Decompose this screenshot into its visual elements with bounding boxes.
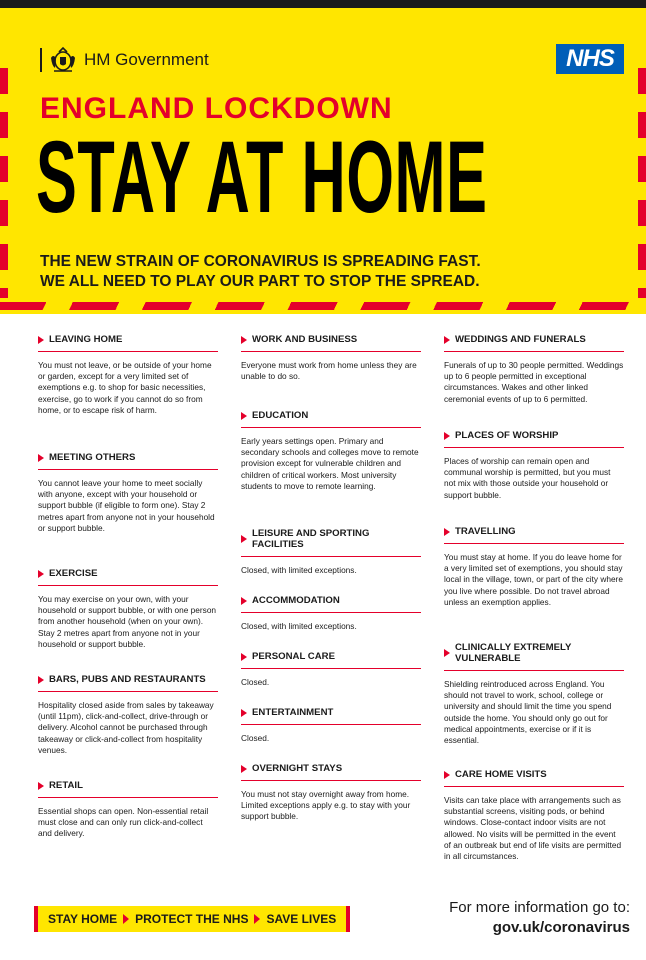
- section-title: OVERNIGHT STAYS: [252, 763, 343, 774]
- more-info-text: For more information go to:: [449, 899, 630, 916]
- section-title: PERSONAL CARE: [252, 651, 335, 662]
- section-body: You cannot leave your home to meet socially with anyone, except with your household or support bubble (if eligible to form one). Stay 2 metres apart from anyone not in your household or support bubble.: [38, 478, 215, 533]
- arrow-icon: [241, 412, 247, 420]
- section-title: BARS, PUBS AND RESTAURANTS: [49, 674, 206, 685]
- slogan-save-lives: SAVE LIVES: [266, 912, 337, 926]
- section-title: EDUCATION: [252, 410, 309, 421]
- arrow-icon: [444, 528, 450, 536]
- slogan-stay-home: STAY HOME: [48, 912, 118, 926]
- section-title: WEDDINGS AND FUNERALS: [455, 334, 586, 345]
- hazard-stripe-bottom: [0, 302, 646, 310]
- section-body: Funerals of up to 30 people permitted. Weddings up to 6 people permitted in exceptional circumstances. Wakes and other linked ceremonial events of up to 6 permitted.: [444, 360, 624, 404]
- section-meeting-others: [38, 452, 218, 556]
- section-bars-pubs: [38, 674, 218, 768]
- section-body: Closed.: [241, 733, 270, 743]
- arrow-icon: [241, 597, 247, 605]
- section-title: LEAVING HOME: [49, 334, 123, 345]
- column-3: [444, 334, 624, 874]
- section-title: EXERCISE: [49, 568, 98, 579]
- section-body: Essential shops can open. Non-essential retail must close and can only run click-and-collect and delivery.: [38, 806, 209, 839]
- section-title: CLINICALLY EXTREMELY VULNERABLE: [455, 642, 572, 664]
- section-work-business: [241, 334, 421, 398]
- arrow-icon: [241, 535, 247, 543]
- more-info: [449, 898, 630, 938]
- royal-crest-icon: [48, 46, 78, 74]
- section-body: Closed.: [241, 677, 270, 687]
- strapline-line-1: THE NEW STRAIN OF CORONAVIRUS IS SPREADING FAST.: [40, 253, 481, 270]
- hazard-stripe-left: [0, 68, 8, 298]
- section-personal-care: [241, 651, 421, 695]
- strapline: [40, 252, 481, 292]
- section-clinically-vulnerable: [444, 642, 624, 757]
- arrow-icon: [38, 336, 44, 344]
- arrow-icon: [241, 765, 247, 773]
- hazard-stripe-right: [638, 68, 646, 298]
- section-body: Closed, with limited exceptions.: [241, 565, 357, 575]
- section-body: Hospitality closed aside from sales by takeaway (until 11pm), click-and-collect, drive-through or delivery. Alcohol cannot be purchased through takeaway or click-and-collect from hospitality venues.: [38, 700, 214, 755]
- arrow-icon: [241, 336, 247, 344]
- section-body: Closed, with limited exceptions.: [241, 621, 357, 631]
- section-leisure: [241, 528, 421, 583]
- arrow-icon: [241, 653, 247, 661]
- header-banner: [0, 8, 646, 314]
- arrow-icon: [241, 709, 247, 717]
- arrow-icon: [444, 432, 450, 440]
- logo-divider: [40, 48, 42, 72]
- section-body: Places of worship can remain open and communal worship is permitted, but you must not mix with those outside your household or support bubble.: [444, 456, 611, 500]
- section-title: ENTERTAINMENT: [252, 707, 334, 718]
- section-title: ACCOMMODATION: [252, 595, 340, 606]
- hm-government-logo: [40, 46, 209, 74]
- arrow-icon: [254, 914, 260, 924]
- subhead: ENGLAND LOCKDOWN: [40, 92, 393, 125]
- section-overnight-stays: [241, 763, 421, 823]
- section-body: You must not stay overnight away from home. Limited exceptions apply e.g. to stay with your support bubble.: [241, 789, 411, 822]
- section-education: [241, 410, 421, 516]
- section-body: Shielding reintroduced across England. You should not travel to work, school, college or university and should limit the time you spend outside the home. You should only go out for medical appointments, exercise or if it is essential.: [444, 679, 612, 746]
- section-exercise: [38, 568, 218, 662]
- column-2: [241, 334, 421, 835]
- section-title: CARE HOME VISITS: [455, 769, 547, 780]
- section-retail: [38, 780, 218, 840]
- section-travelling: [444, 526, 624, 630]
- section-entertainment: [241, 707, 421, 751]
- column-1: [38, 334, 218, 852]
- headline: STAY AT HOME: [36, 120, 488, 234]
- section-title: TRAVELLING: [455, 526, 516, 537]
- arrow-icon: [444, 336, 450, 344]
- section-title: PLACES OF WORSHIP: [455, 430, 559, 441]
- section-care-home-visits: [444, 769, 624, 862]
- arrow-icon: [38, 676, 44, 684]
- arrow-icon: [38, 782, 44, 790]
- section-weddings-funerals: [444, 334, 624, 418]
- arrow-icon: [38, 454, 44, 462]
- section-title: MEETING OTHERS: [49, 452, 136, 463]
- arrow-icon: [38, 570, 44, 578]
- arrow-icon: [123, 914, 129, 924]
- section-title: WORK AND BUSINESS: [252, 334, 358, 345]
- section-leaving-home: [38, 334, 218, 440]
- section-accommodation: [241, 595, 421, 639]
- gov-name: HM Government: [84, 50, 209, 69]
- top-border: [0, 0, 646, 8]
- section-body: You may exercise on your own, with your household or support bubble, or with one person from another household (when on your own). Stay 2 metres apart from anyone not in your household or support bubble.: [38, 594, 217, 649]
- arrow-icon: [444, 649, 450, 657]
- strapline-line-2: WE ALL NEED TO PLAY OUR PART TO STOP THE SPREAD.: [40, 273, 480, 290]
- arrow-icon: [444, 771, 450, 779]
- section-body: Everyone must work from home unless they are unable to do so.: [241, 360, 417, 382]
- section-body: You must not leave, or be outside of your home or garden, except for a very limited set of exemptions e.g. to shop for basic necessities, exercise, go to work if you cannot do so from home, or to escape risk of harm.: [38, 360, 212, 415]
- more-info-link[interactable]: gov.uk/coronavirus: [492, 919, 630, 936]
- section-body: Early years settings open. Primary and secondary schools and colleges move to remote provision except for vulnerable children and children of critical workers. Most university students to move to remote learning.: [241, 436, 419, 491]
- section-body: You must stay at home. If you do leave home for a very limited set of exemptions, you should stay local in the village, town, or part of the city where you live where possible. Do not travel abroad unless an exemption applies.: [444, 552, 623, 607]
- section-title: RETAIL: [49, 780, 83, 791]
- section-body: Visits can take place with arrangements such as substantial screens, visiting pods, or behind windows. Close-contact indoor visits are not allowed. No visits will be permitted in the event of an outbreak but end of life visits are permitted in all circumstances.: [444, 795, 622, 862]
- section-places-of-worship: [444, 430, 624, 514]
- footer-slogan-banner: [34, 906, 350, 932]
- slogan-protect-nhs: PROTECT THE NHS: [135, 912, 249, 926]
- nhs-logo: NHS: [556, 44, 624, 74]
- section-title: LEISURE AND SPORTING FACILITIES: [252, 528, 370, 550]
